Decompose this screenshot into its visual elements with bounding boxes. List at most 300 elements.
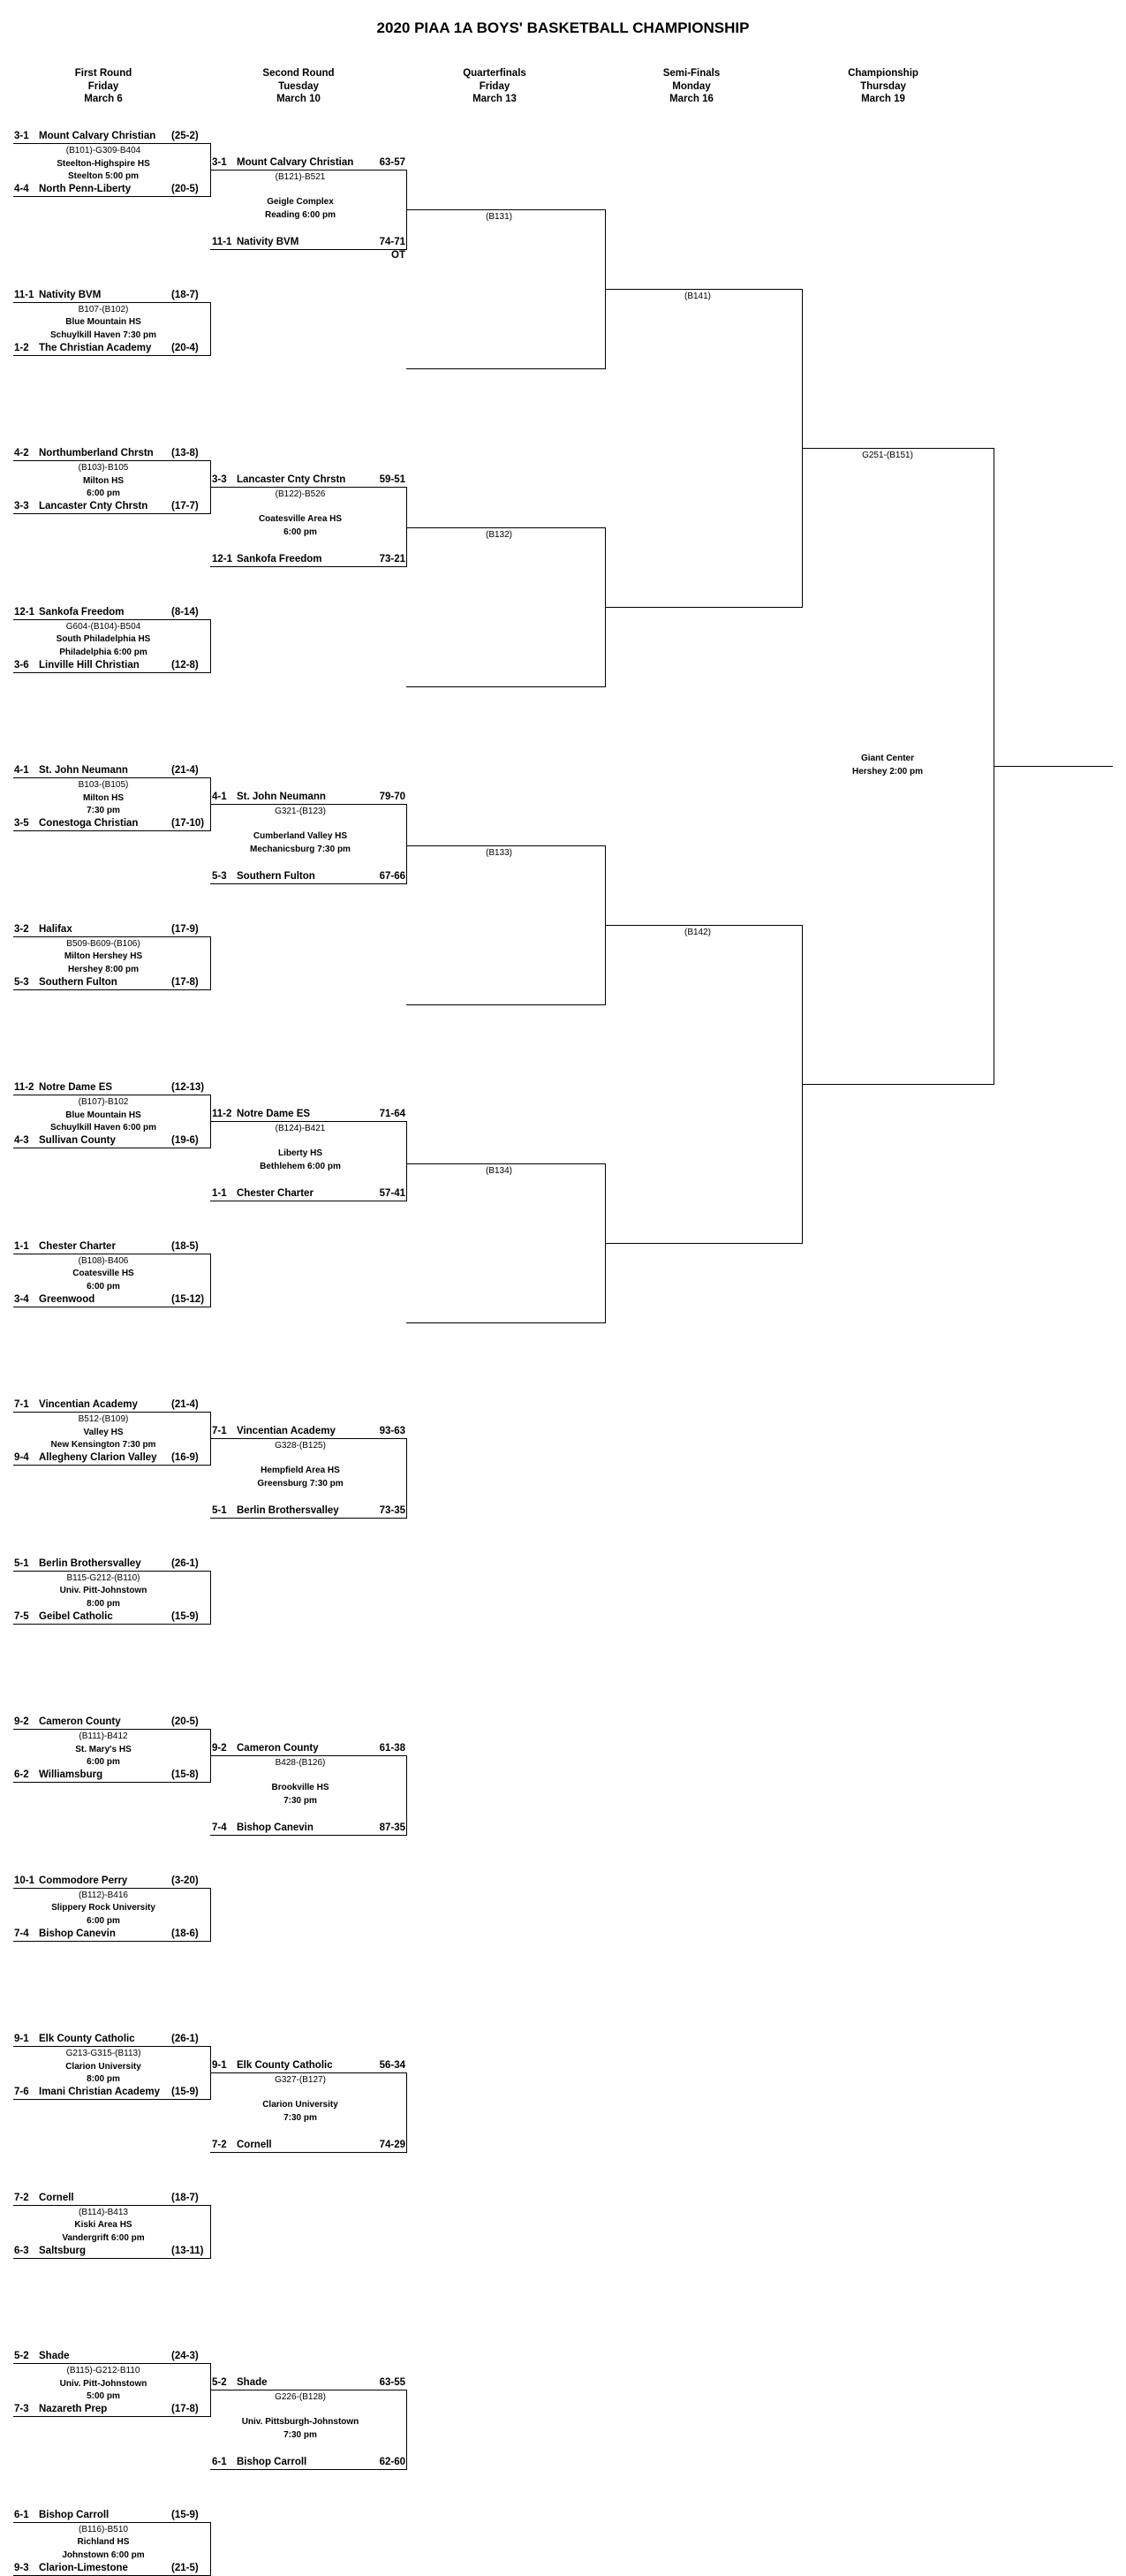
bracket-line bbox=[406, 804, 407, 884]
game-info bbox=[24, 779, 183, 818]
team-record: (17-9) bbox=[171, 923, 199, 935]
bracket-line bbox=[13, 672, 210, 673]
team-seed: 6-3 bbox=[14, 2245, 29, 2256]
game-info bbox=[24, 2048, 183, 2087]
bracket-line bbox=[210, 302, 211, 356]
team-name: Geibel Catholic bbox=[39, 1610, 113, 1622]
team-record: (21-4) bbox=[171, 1399, 199, 1410]
game-score: 73-21 bbox=[379, 554, 405, 564]
round-date: March 19 bbox=[861, 94, 905, 104]
round-header bbox=[621, 67, 762, 106]
round-header bbox=[228, 67, 369, 106]
team-name: Bishop Carroll bbox=[39, 2509, 110, 2520]
round-date: March 6 bbox=[84, 94, 123, 104]
game-score: 93-63 bbox=[379, 1426, 405, 1436]
game-id: (B103)-B105 bbox=[78, 463, 129, 473]
game-site: Schuylkill Haven 6:00 pm bbox=[49, 1123, 157, 1133]
game-site: Milton HS bbox=[82, 792, 125, 803]
game-site: Milton Hershey HS bbox=[64, 951, 143, 961]
team-name: Halifax bbox=[39, 923, 72, 935]
bracket-line bbox=[406, 1322, 605, 1323]
bracket-line bbox=[13, 619, 210, 620]
bracket-line bbox=[210, 2469, 406, 2470]
round-day: Monday bbox=[672, 80, 711, 92]
team-seed: 5-3 bbox=[212, 871, 227, 882]
team-seed: 11-1 bbox=[212, 237, 232, 247]
game-info bbox=[221, 2416, 380, 2442]
game-score: 59-51 bbox=[379, 474, 405, 485]
bracket-line bbox=[210, 936, 211, 990]
team-name: Cornell bbox=[237, 2140, 272, 2150]
team-seed: 3-3 bbox=[212, 474, 227, 485]
team-name: St. John Neumann bbox=[39, 765, 128, 776]
team-name: Vincentian Academy bbox=[237, 1426, 336, 1436]
team-seed: 7-6 bbox=[14, 2087, 29, 2097]
round-name: Championship bbox=[848, 68, 918, 79]
team-name: Lancaster Cnty Chrstn bbox=[237, 474, 346, 485]
game-id: (B116)-B510 bbox=[79, 2524, 128, 2534]
game-site: Univ. Pitt-Johnstown bbox=[59, 1586, 147, 1595]
bracket-line bbox=[13, 2363, 210, 2364]
team-record: (13-11) bbox=[171, 2245, 204, 2256]
bracket-line bbox=[605, 1243, 802, 1244]
team-seed: 12-1 bbox=[212, 554, 233, 564]
game-id: (B133) bbox=[485, 848, 512, 858]
team-name: Nativity BVM bbox=[237, 237, 299, 247]
team-seed: 3-1 bbox=[212, 157, 227, 168]
championship-time: Hershey 2:00 pm bbox=[851, 766, 924, 777]
game-site: South Philadelphia HS bbox=[56, 634, 151, 644]
team-record: (20-5) bbox=[171, 1716, 199, 1727]
team-seed: 5-1 bbox=[212, 1505, 227, 1516]
bracket-line bbox=[210, 1888, 211, 1942]
game-site: Clarion University bbox=[65, 2061, 141, 2072]
game-info bbox=[221, 2099, 380, 2125]
game-score: 63-55 bbox=[379, 2377, 405, 2388]
team-seed: 4-3 bbox=[14, 1135, 29, 1146]
team-name: Nazareth Prep bbox=[39, 2404, 108, 2414]
bracket-line bbox=[13, 2046, 210, 2047]
round-day: Tuesday bbox=[278, 80, 319, 92]
bracket-line bbox=[210, 2205, 211, 2259]
game-site: 8:00 pm bbox=[87, 1598, 120, 1609]
bracket-line bbox=[13, 302, 210, 303]
team-name: Cornell bbox=[39, 2192, 74, 2203]
team-record: (17-7) bbox=[171, 501, 199, 511]
game-id: (B131) bbox=[485, 212, 512, 222]
team-name: Saltsburg bbox=[39, 2245, 87, 2256]
game-site: 6:00 pm bbox=[87, 1281, 120, 1292]
round-name: Quarterfinals bbox=[463, 68, 526, 79]
bracket-line bbox=[994, 766, 1113, 767]
bracket-line bbox=[406, 1163, 605, 1164]
game-info bbox=[24, 145, 183, 184]
team-record: (24-3) bbox=[171, 2351, 199, 2361]
game-site: 6:00 pm bbox=[283, 527, 317, 537]
team-seed: 7-5 bbox=[14, 1610, 29, 1622]
team-name: Southern Fulton bbox=[237, 871, 315, 882]
bracket-line bbox=[13, 1941, 210, 1942]
bracket-line bbox=[13, 1465, 210, 1466]
team-seed: 3-5 bbox=[14, 818, 29, 829]
game-site: Hershey 8:00 pm bbox=[67, 964, 140, 974]
game-id: (B134) bbox=[485, 1166, 512, 1176]
game-info bbox=[221, 513, 380, 539]
game-site: New Kensington 7:30 pm bbox=[50, 1440, 156, 1450]
team-seed: 9-2 bbox=[14, 1716, 29, 1727]
team-name: Chester Charter bbox=[237, 1188, 314, 1199]
game-id: (B107)-B102 bbox=[78, 1097, 129, 1107]
bracket-line bbox=[210, 1571, 211, 1625]
game-score: 74-71 bbox=[379, 237, 405, 247]
team-name: Notre Dame ES bbox=[237, 1109, 311, 1119]
game-id: (B132) bbox=[485, 530, 512, 540]
bracket-line bbox=[13, 989, 210, 990]
game-site: Vandergrift 6:00 pm bbox=[62, 2232, 145, 2243]
game-site: Mechanicsburg 7:30 pm bbox=[250, 844, 351, 854]
team-seed: 4-1 bbox=[212, 792, 227, 802]
team-record: (21-4) bbox=[171, 765, 199, 776]
game-site: Steelton-Highspire HS bbox=[57, 158, 150, 169]
game-score: 74-29 bbox=[379, 2140, 405, 2150]
team-seed: 11-1 bbox=[14, 289, 34, 300]
championship-info bbox=[812, 753, 963, 778]
game-site: Univ. Pitt-Johnstown bbox=[59, 2378, 147, 2389]
team-record: (3-20) bbox=[171, 1875, 199, 1886]
game-id: (B112)-B416 bbox=[79, 1890, 128, 1900]
game-site: 7:30 pm bbox=[283, 2429, 317, 2440]
team-record: (26-1) bbox=[171, 2034, 199, 2044]
round-header bbox=[812, 67, 954, 106]
game-id: (B114)-B413 bbox=[79, 2207, 128, 2217]
game-info bbox=[221, 1782, 380, 1807]
bracket-line bbox=[406, 1438, 407, 1519]
team-name: Bishop Canevin bbox=[237, 1822, 314, 1833]
game-score: 62-60 bbox=[379, 2457, 405, 2467]
team-name: Nativity BVM bbox=[39, 289, 102, 300]
bracket-line bbox=[210, 566, 406, 567]
round-day: Thursday bbox=[860, 80, 906, 92]
game-id: (B101)-G309-B404 bbox=[65, 146, 141, 155]
team-name: Mount Calvary Christian bbox=[237, 157, 354, 168]
game-info bbox=[221, 196, 380, 222]
team-seed: 3-1 bbox=[14, 131, 29, 141]
bracket-line bbox=[13, 1412, 210, 1413]
bracket-line bbox=[13, 1729, 210, 1730]
team-seed: 9-2 bbox=[212, 1743, 227, 1754]
bracket-line bbox=[13, 2575, 210, 2576]
team-record: (20-4) bbox=[171, 342, 199, 353]
game-site: Johnstown 6:00 pm bbox=[62, 2549, 145, 2560]
bracket-line bbox=[406, 2072, 407, 2153]
team-seed: 1-2 bbox=[14, 342, 29, 353]
bracket-line bbox=[210, 2522, 211, 2576]
team-name: Elk County Catholic bbox=[237, 2060, 333, 2071]
team-record: (18-5) bbox=[171, 1240, 199, 1252]
team-seed: 6-1 bbox=[14, 2509, 29, 2520]
game-site: Reading 6:00 pm bbox=[264, 209, 336, 220]
game-id: B428-(B126) bbox=[275, 1758, 326, 1768]
bracket-line bbox=[210, 2072, 406, 2073]
team-name: St. John Neumann bbox=[237, 792, 326, 802]
team-name: Sankofa Freedom bbox=[39, 606, 125, 617]
bracket-line bbox=[13, 1571, 210, 1572]
game-site: 8:00 pm bbox=[87, 2074, 120, 2084]
bracket-line bbox=[13, 355, 210, 356]
game-score: 87-35 bbox=[379, 1822, 405, 1833]
game-info bbox=[24, 2365, 183, 2404]
bracket-line bbox=[406, 1004, 605, 1005]
game-score: 73-35 bbox=[379, 1505, 405, 1516]
game-info bbox=[24, 621, 183, 660]
round-name: First Round bbox=[74, 68, 132, 79]
game-site: 7:30 pm bbox=[87, 806, 120, 815]
round-date: March 10 bbox=[276, 94, 321, 104]
game-id: (B115)-G212-B110 bbox=[66, 2366, 140, 2375]
round-header bbox=[424, 67, 565, 106]
team-seed: 7-4 bbox=[14, 1928, 29, 1939]
team-name: Berlin Brothersvalley bbox=[237, 1505, 339, 1516]
team-record: (19-6) bbox=[171, 1135, 199, 1146]
team-seed: 1-1 bbox=[212, 1188, 227, 1199]
bracket-line bbox=[210, 619, 211, 673]
team-record: (12-13) bbox=[171, 1082, 205, 1093]
game-info bbox=[24, 1413, 183, 1452]
team-name: Notre Dame ES bbox=[39, 1082, 113, 1093]
game-id: B512-(B109) bbox=[78, 1414, 129, 1424]
team-name: Cameron County bbox=[39, 1716, 121, 1727]
team-seed: 10-1 bbox=[14, 1875, 35, 1886]
bracket-line bbox=[406, 2390, 407, 2470]
team-record: (17-10) bbox=[171, 818, 205, 829]
bracket-line bbox=[13, 2258, 210, 2259]
team-name: Commodore Perry bbox=[39, 1875, 128, 1886]
team-seed: 4-1 bbox=[14, 765, 29, 776]
game-id: G328-(B125) bbox=[275, 1441, 326, 1451]
team-seed: 7-1 bbox=[14, 1399, 29, 1410]
team-record: (15-8) bbox=[171, 1769, 199, 1780]
bracket-line bbox=[210, 883, 406, 884]
game-site: Hempfield Area HS bbox=[261, 1466, 340, 1475]
game-info bbox=[24, 1890, 183, 1928]
game-id: (B111)-B412 bbox=[79, 1731, 128, 1741]
game-site: Richland HS bbox=[77, 2537, 130, 2547]
team-record: (13-8) bbox=[171, 448, 199, 458]
game-score: 67-66 bbox=[379, 871, 405, 882]
round-name: Semi-Finals bbox=[662, 68, 721, 79]
bracket-line bbox=[406, 1755, 407, 1836]
game-info bbox=[221, 1148, 380, 1173]
bracket-line bbox=[13, 513, 210, 514]
team-seed: 7-2 bbox=[212, 2140, 227, 2150]
game-site: 6:00 pm bbox=[87, 1757, 120, 1767]
team-record: (17-8) bbox=[171, 976, 199, 988]
game-info bbox=[24, 1731, 183, 1769]
game-id: (B108)-B406 bbox=[78, 1255, 129, 1266]
team-name: Allegheny Clarion Valley bbox=[39, 1452, 157, 1463]
game-site: Bethlehem 6:00 pm bbox=[260, 1161, 341, 1171]
game-score: 56-34 bbox=[379, 2060, 405, 2071]
game-info bbox=[24, 1572, 183, 1611]
team-name: Shade bbox=[39, 2351, 70, 2361]
team-record: (18-6) bbox=[171, 1928, 199, 1939]
bracket-line bbox=[13, 2522, 210, 2523]
team-record: (26-1) bbox=[171, 1557, 199, 1569]
game-site: Valley HS bbox=[83, 1427, 124, 1437]
game-id: (B141) bbox=[684, 292, 711, 301]
team-name: Bishop Canevin bbox=[39, 1928, 116, 1939]
team-name: Cameron County bbox=[237, 1743, 319, 1754]
team-name: Lancaster Cnty Chrstn bbox=[39, 501, 148, 511]
game-id: G226-(B128) bbox=[275, 2392, 326, 2402]
bracket-line bbox=[13, 1888, 210, 1889]
team-name: Conestoga Christian bbox=[39, 818, 139, 829]
team-record: (18-7) bbox=[171, 289, 199, 300]
game-site: Milton HS bbox=[82, 475, 125, 486]
team-name: North Penn-Liberty bbox=[39, 184, 132, 194]
game-site: Philadelphia 6:00 pm bbox=[59, 647, 147, 657]
game-site: Clarion University bbox=[262, 2100, 338, 2110]
game-info bbox=[221, 1465, 380, 1490]
game-id: (B122)-B526 bbox=[275, 489, 326, 499]
team-name: Berlin Brothersvalley bbox=[39, 1557, 141, 1569]
game-site: Blue Mountain HS bbox=[65, 317, 141, 327]
team-name: Clarion-Limestone bbox=[39, 2562, 128, 2573]
bracket-line bbox=[605, 925, 802, 926]
team-seed: 12-1 bbox=[14, 606, 35, 617]
game-id: G321-(B123) bbox=[275, 807, 326, 816]
bracket-line bbox=[210, 1121, 406, 1122]
bracket-line bbox=[802, 448, 994, 449]
game-site: 5:00 pm bbox=[87, 2391, 120, 2401]
championship-venue: Giant Center bbox=[860, 754, 914, 763]
team-name: Chester Charter bbox=[39, 1240, 116, 1252]
game-id: (B142) bbox=[684, 928, 711, 937]
team-record: (16-9) bbox=[171, 1452, 199, 1463]
team-record: (20-5) bbox=[171, 184, 199, 194]
team-seed: 5-2 bbox=[212, 2377, 227, 2388]
team-seed: 5-2 bbox=[14, 2351, 29, 2361]
team-seed: 7-4 bbox=[212, 1822, 227, 1833]
team-record: (17-8) bbox=[171, 2404, 199, 2414]
team-seed: 11-2 bbox=[212, 1109, 232, 1119]
round-date: March 13 bbox=[472, 94, 517, 104]
bracket-line bbox=[210, 804, 406, 805]
game-site: Greensburg 7:30 pm bbox=[257, 1478, 344, 1489]
round-header bbox=[33, 67, 174, 106]
game-id: G213-G315-(B113) bbox=[65, 2049, 141, 2058]
overtime-note: OT bbox=[391, 250, 405, 261]
game-site: 7:30 pm bbox=[283, 2112, 317, 2123]
game-id: G251-(B151) bbox=[862, 451, 913, 460]
team-seed: 7-3 bbox=[14, 2404, 29, 2414]
team-seed: 6-1 bbox=[212, 2457, 227, 2467]
game-info bbox=[24, 1096, 183, 1135]
team-name: Northumberland Chrstn bbox=[39, 448, 154, 458]
game-site: Coatesville Area HS bbox=[258, 514, 343, 524]
team-seed: 9-1 bbox=[14, 2034, 29, 2044]
game-info bbox=[24, 938, 183, 977]
team-record: (12-8) bbox=[171, 659, 199, 671]
team-record: (8-14) bbox=[171, 606, 199, 617]
bracket-line bbox=[13, 2416, 210, 2417]
team-seed: 4-2 bbox=[14, 448, 29, 458]
game-id: B509-B609-(B106) bbox=[66, 938, 140, 949]
bracket-line bbox=[406, 527, 605, 528]
game-site: Brookville HS bbox=[271, 1783, 329, 1792]
round-day: Friday bbox=[87, 80, 119, 92]
game-site: St. Mary's HS bbox=[75, 1744, 132, 1754]
team-record: (15-9) bbox=[171, 1610, 199, 1622]
game-id: B107-(B102) bbox=[78, 304, 129, 314]
round-name: Second Round bbox=[262, 68, 335, 79]
team-name: Sullivan County bbox=[39, 1135, 116, 1146]
team-seed: 3-4 bbox=[14, 1293, 29, 1305]
bracket-line bbox=[406, 209, 605, 210]
game-score: 57-41 bbox=[379, 1188, 405, 1199]
game-id: B115-G212-(B110) bbox=[66, 1572, 140, 1583]
game-info bbox=[24, 304, 183, 343]
bracket-line bbox=[406, 368, 605, 369]
bracket-line bbox=[13, 1782, 210, 1783]
game-score: 61-38 bbox=[379, 1743, 405, 1754]
team-name: Vincentian Academy bbox=[39, 1399, 138, 1410]
game-id: G327-(B127) bbox=[275, 2075, 326, 2085]
bracket-line bbox=[210, 1518, 406, 1519]
game-info bbox=[24, 462, 183, 501]
game-site: Geigle Complex bbox=[267, 197, 334, 207]
team-seed: 3-6 bbox=[14, 659, 29, 671]
game-info bbox=[24, 2207, 183, 2246]
team-seed: 6-2 bbox=[14, 1769, 29, 1780]
game-site: 7:30 pm bbox=[283, 1795, 317, 1806]
bracket-line bbox=[13, 2099, 210, 2100]
bracket-line bbox=[13, 777, 210, 778]
bracket-line bbox=[13, 460, 210, 461]
bracket-line bbox=[210, 487, 406, 488]
bracket-line bbox=[406, 845, 605, 846]
team-record: (15-9) bbox=[171, 2087, 199, 2097]
team-seed: 9-1 bbox=[212, 2060, 227, 2071]
game-score: 79-70 bbox=[379, 792, 405, 802]
bracket-line bbox=[13, 830, 210, 831]
bracket-line bbox=[210, 1755, 406, 1756]
team-name: Elk County Catholic bbox=[39, 2034, 135, 2044]
bracket-line bbox=[605, 607, 802, 608]
game-site: Slippery Rock University bbox=[51, 1903, 155, 1913]
team-name: Bishop Carroll bbox=[237, 2457, 307, 2467]
bracket-line bbox=[210, 1254, 211, 1307]
team-seed: 3-3 bbox=[14, 501, 29, 511]
team-seed: 7-2 bbox=[14, 2192, 29, 2203]
game-site: Schuylkill Haven 7:30 pm bbox=[49, 330, 157, 340]
game-site: Coatesville HS bbox=[72, 1269, 134, 1278]
team-name: Shade bbox=[237, 2377, 268, 2388]
bracket-line bbox=[406, 1121, 407, 1201]
game-site: Univ. Pittsburgh-Johnstown bbox=[241, 2417, 359, 2427]
bracket-line bbox=[13, 143, 210, 144]
team-record: (15-9) bbox=[171, 2509, 199, 2520]
bracket-line bbox=[605, 289, 802, 290]
team-name: The Christian Academy bbox=[39, 342, 152, 353]
team-seed: 7-1 bbox=[212, 1426, 227, 1436]
game-site: 6:00 pm bbox=[87, 1915, 120, 1926]
team-record: (21-5) bbox=[171, 2562, 199, 2573]
game-site: Liberty HS bbox=[277, 1148, 322, 1158]
team-seed: 1-1 bbox=[14, 1240, 29, 1252]
team-name: Williamsburg bbox=[39, 1769, 103, 1780]
bracket-line bbox=[210, 1438, 406, 1439]
